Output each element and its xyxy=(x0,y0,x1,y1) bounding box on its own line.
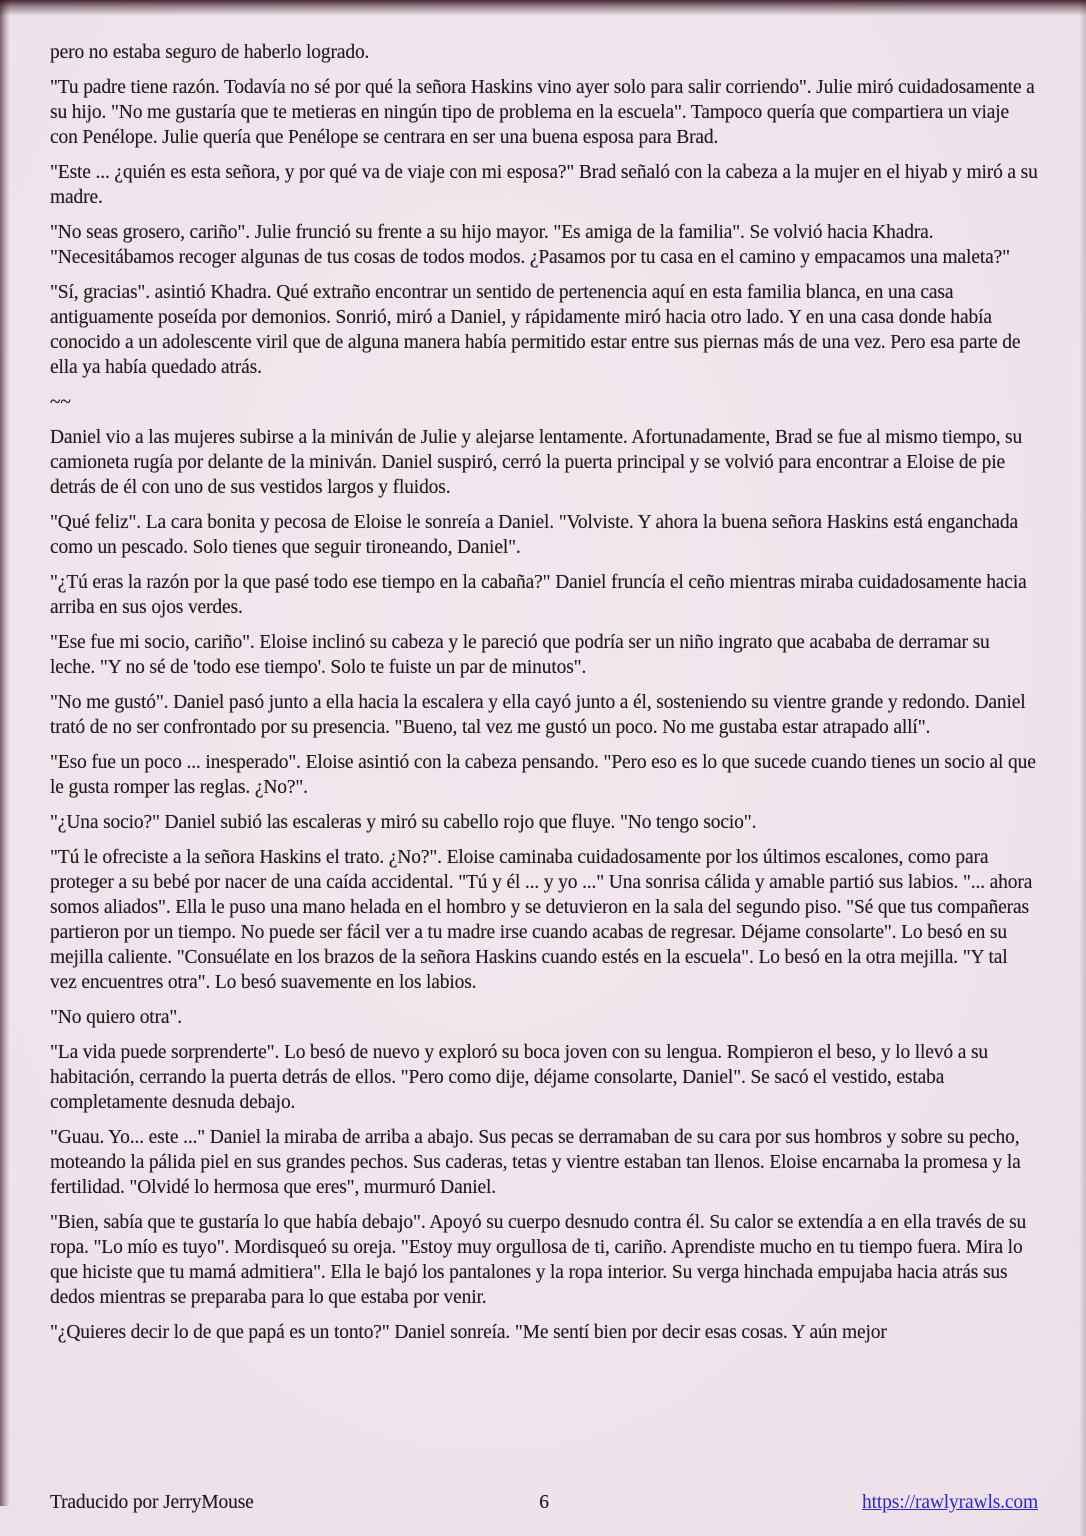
paragraph: "Qué feliz". La cara bonita y pecosa de Eloise le sonreía a Daniel. "Volviste. Y ahora la buena señora Haskins está enganchada como un pescado. Solo tienes que seguir tironeando, Daniel". xyxy=(50,512,1019,558)
paragraph: "No quiero otra". xyxy=(50,1007,182,1028)
paragraph: "Tu padre tiene razón. Todavía no sé por qué la señora Haskins vino ayer solo para salir corriendo". Julie miró cuidadosamente a su hijo. "No me gustaría que te metieras en ningún tipo de problema en la escuela". Tampoco quería que compartiera un viaje con Penélope. Julie quería que Penélope se centrara en ser una buena esposa para Brad. xyxy=(50,77,1035,148)
scan-shadow-left xyxy=(0,0,10,1506)
translator-credit: Traducido por JerryMouse xyxy=(50,1492,254,1513)
paragraph: "Bien, sabía que te gustaría lo que había debajo". Apoyó su cuerpo desnudo contra él. Su calor se extendía a en ella través de su ropa. "Lo mío es tuyo". Mordisqueó su oreja. "Estoy muy orgullosa de ti, cariño. Aprendiste mucho en tu tiempo fuera. Mira lo que hiciste que tu mamá admitiera". Ella le bajó los pantalones y la ropa interior. Su verga hinchada empujaba hacia atrás sus dedos mientras se preparaba para lo que estaba por venir. xyxy=(50,1212,1027,1308)
paragraph: "Tú le ofreciste a la señora Haskins el trato. ¿No?". Eloise caminaba cuidadosamente por los últimos escalones, como para proteger a su bebé por nacer de una caída accidental. "Tú y él ... y yo ..." Una sonrisa cálida y amable partió sus labios. "... ahora somos aliados". Ella le puso una mano helada en el hombro y se detuvieron en la sala del segundo piso. "Sé que tus compañeras partieron por un tiempo. No puede ser fácil ver a tu madre irse cuando acabas de regresar. Déjame consolarte". Lo besó en su mejilla caliente. "Consuélate en los brazos de la señora Haskins cuando estés en la escuela". Lo besó en la otra mejilla. "Y tal vez encuentres otra". Lo besó suavemente en los labios. xyxy=(50,847,1033,993)
paragraph: "No seas grosero, cariño". Julie frunció su frente a su hijo mayor. "Es amiga de la familia". Se volvió hacia Khadra. "Necesitábamos recoger algunas de tus cosas de todos modos. ¿Pasamos por tu casa en el camino y empacamos una maleta?" xyxy=(50,222,1010,268)
page-footer xyxy=(50,1492,1038,1514)
paragraph: "Sí, gracias". asintió Khadra. Qué extraño encontrar un sentido de pertenencia aquí en esta familia blanca, en una casa antiguamente poseída por demonios. Sonrió, miró a Daniel, y rápidamente miró hacia otro lado. Y en una casa donde había conocido a un adolescente viril que de alguna manera había permitido estar entre sus piernas más de una vez. Pero esa parte de ella ya había quedado atrás. xyxy=(50,282,1021,378)
paragraph: Daniel vio a las mujeres subirse a la miniván de Julie y alejarse lentamente. Afortunadamente, Brad se fue al mismo tiempo, su camioneta rugía por delante de la miniván. Daniel suspiró, cerró la puerta principal y se volvió para encontrar a Eloise de pie detrás de él con uno de sus vestidos largos y fluidos. xyxy=(50,427,1023,498)
paragraph: "Ese fue mi socio, cariño". Eloise inclinó su cabeza y le pareció que podría ser un niño ingrato que acababa de derramar su leche. "Y no sé de 'todo ese tiempo'. Solo te fuiste un par de minutos". xyxy=(50,632,990,678)
paragraph: "La vida puede sorprenderte". Lo besó de nuevo y exploró su boca joven con su lengua. Rompieron el beso, y lo llevó a su habitación, cerrando la puerta detrás de ellos. "Pero como dije, déjame consolarte, Daniel". Se sacó el vestido, estaba completamente desnuda debajo. xyxy=(50,1042,989,1113)
section-separator: ~~ xyxy=(50,392,71,413)
paragraph: "No me gustó". Daniel pasó junto a ella hacia la escalera y ella cayó junto a él, sosteniendo su vientre grande y redondo. Daniel trató de no ser confrontado por su presencia. "Bueno, tal vez me gustó un poco. No me gustaba estar atrapado allí". xyxy=(50,692,1026,738)
paragraph: "¿Tú eras la razón por la que pasé todo ese tiempo en la cabaña?" Daniel fruncía el ceño mientras miraba cuidadosamente hacia arriba en sus ojos verdes. xyxy=(50,572,1027,618)
source-link-container xyxy=(549,1492,1038,1514)
paragraph: "¿Quieres decir lo de que papá es un tonto?" Daniel sonreía. "Me sentí bien por decir esas cosas. Y aún mejor xyxy=(50,1322,887,1343)
scan-shadow-top xyxy=(0,0,1086,16)
scan-shadow-right xyxy=(1079,0,1086,1536)
paragraph: "¿Una socio?" Daniel subió las escaleras y miró su cabello rojo que fluye. "No tengo socio". xyxy=(50,812,757,833)
paragraph: "Guau. Yo... este ..." Daniel la miraba de arriba a abajo. Sus pecas se derramaban de su cara por sus hombros y sobre su pecho, moteando la pálida piel en sus grandes pechos. Sus caderas, tetas y vientre estaban tan llenos. Eloise encarnaba la promesa y la fertilidad. "Olvidé lo hermosa que eres", murmuró Daniel. xyxy=(50,1127,1021,1198)
paragraph: "Este ... ¿quién es esta señora, y por qué va de viaje con mi esposa?" Brad señaló con la cabeza a la mujer en el hiyab y miró a su madre. xyxy=(50,162,1038,208)
source-link[interactable]: https://rawlyrawls.com xyxy=(862,1492,1038,1513)
paragraph: "Eso fue un poco ... inesperado". Eloise asintió con la cabeza pensando. "Pero eso es lo que sucede cuando tienes un socio al que le gusta romper las reglas. ¿No?". xyxy=(50,752,1036,798)
document-body xyxy=(50,40,1038,1472)
page-number: 6 xyxy=(539,1492,549,1513)
paragraph: pero no estaba seguro de haberlo logrado. xyxy=(50,42,370,63)
